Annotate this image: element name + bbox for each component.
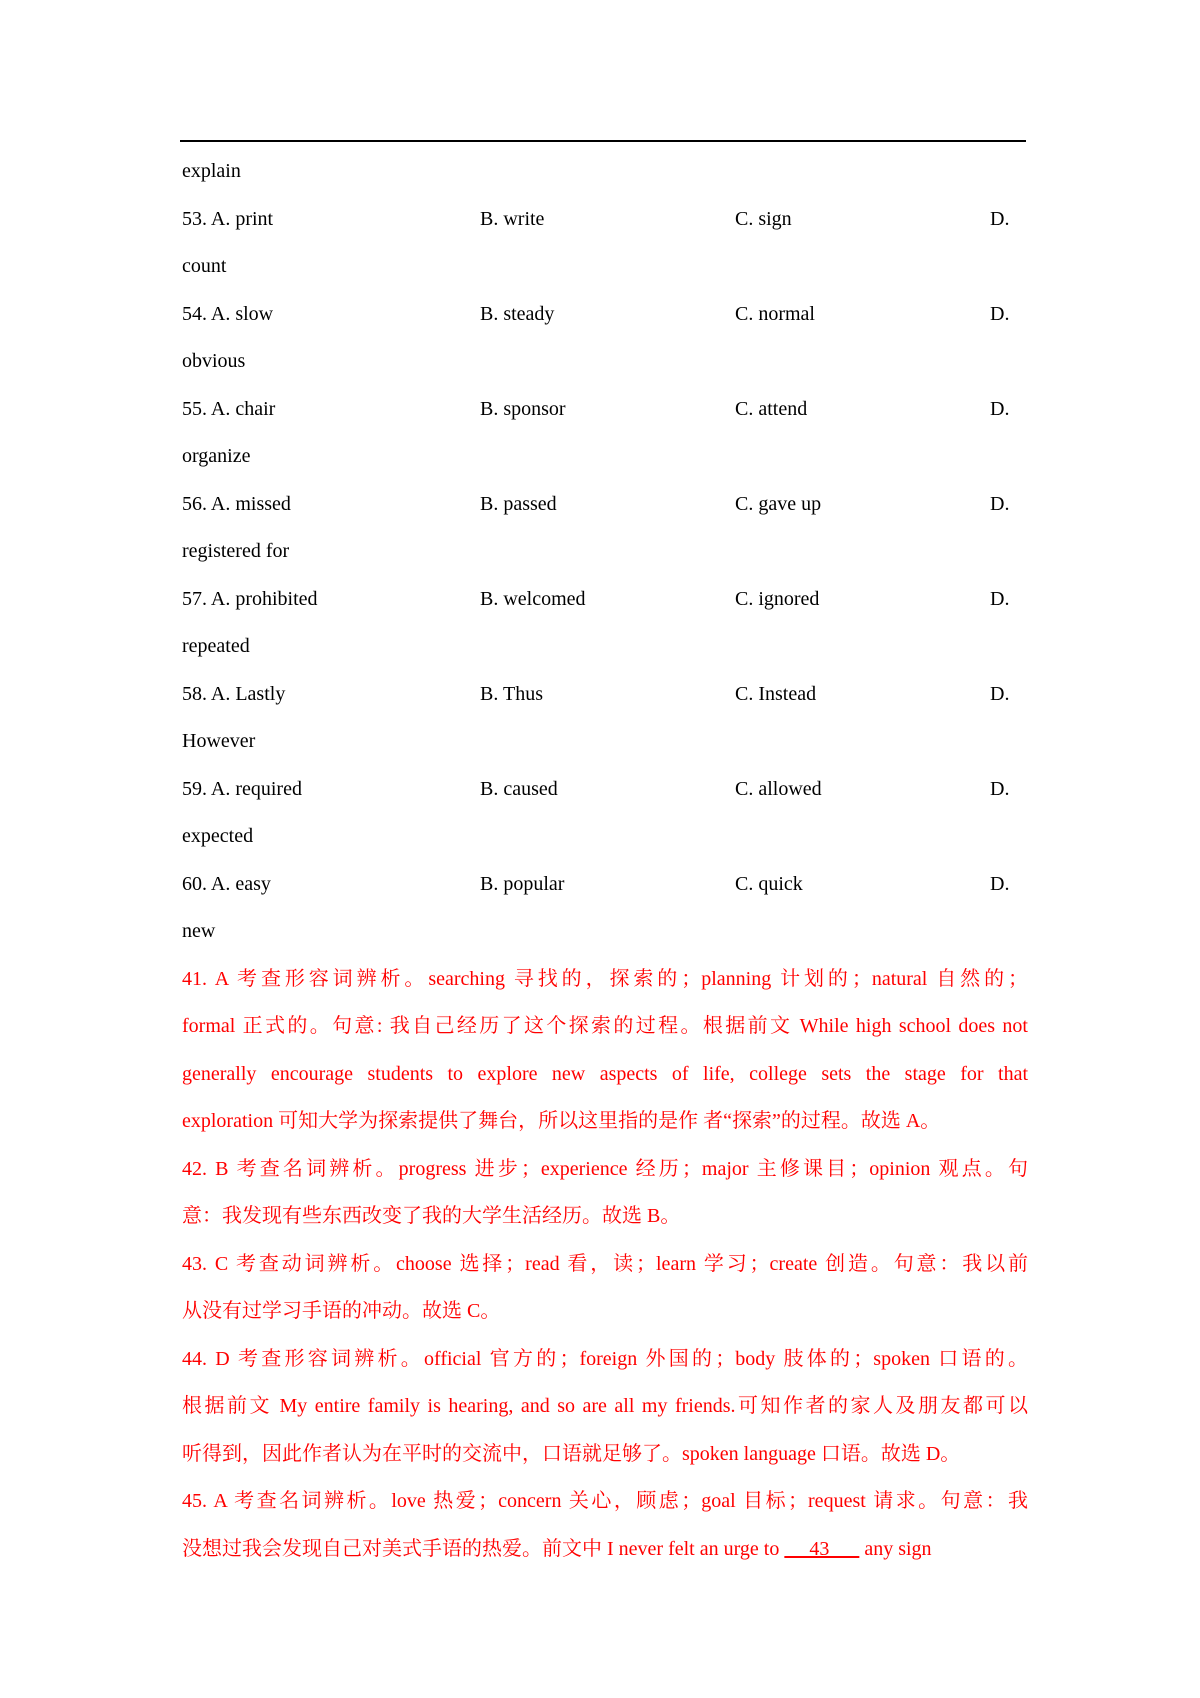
option-d-text: repeated: [182, 635, 250, 657]
option-a: 53. A. print: [182, 207, 274, 230]
option-d-text: count: [182, 255, 227, 277]
option-d-text: obvious: [182, 350, 246, 372]
option-d-label: D.: [990, 587, 1010, 610]
option-d-label: D.: [990, 397, 1010, 420]
option-d-label: D.: [990, 302, 1010, 325]
answer-line: 45. A 考查名词辨析。love 热爱；concern 关心，顾虑；goal 目标；request 请求。句意：我: [182, 1490, 1028, 1512]
option-c: C. gave up: [735, 492, 822, 515]
option-b: B. popular: [480, 872, 565, 895]
answer-line: formal 正式的。句意: 我自己经历了这个探索的过程。根据前文 While high school does not: [182, 1015, 1028, 1037]
question-row: [182, 481, 1028, 529]
answer-line: 从没有过学习手语的冲动。故选 C。: [182, 1300, 501, 1322]
option-d-text: However: [182, 730, 256, 752]
answer-text: any sign: [859, 1537, 932, 1560]
option-d-label: D.: [990, 207, 1010, 230]
question-row: [182, 576, 1028, 624]
answer-line: [182, 1526, 1028, 1574]
option-d-label: D.: [990, 492, 1010, 515]
option-b: B. passed: [480, 492, 557, 515]
answer-line: 41. A 考查形容词辨析。searching 寻找的，探索的；planning 计划的；natural 自然的；: [182, 967, 1028, 990]
option-a: 55. A. chair: [182, 397, 276, 420]
question-row: [182, 671, 1028, 719]
option-c: C. normal: [735, 302, 815, 325]
answer-line: 听得到，因此作者认为在平时的交流中，口语就足够了。spoken language 口语。故选 D。: [182, 1442, 961, 1465]
question-row: [182, 766, 1028, 814]
option-continuation: explain: [182, 160, 241, 182]
option-b: B. Thus: [480, 682, 543, 705]
answer-blank: 43: [784, 1537, 860, 1560]
question-row: [182, 291, 1028, 339]
option-b: B. write: [480, 207, 545, 230]
question-row: [182, 861, 1028, 909]
answer-line: 42. B 考查名词辨析。progress 进步；experience 经历；major 主修课目；opinion 观点。句: [182, 1157, 1028, 1180]
option-d-text: organize: [182, 445, 251, 467]
answer-line: 44. D 考查形容词辨析。official 官方的；foreign 外国的；body 肢体的；spoken 口语的。: [182, 1347, 1028, 1370]
document-content: [182, 148, 1028, 1573]
option-b: B. caused: [480, 777, 558, 800]
answer-line: 根据前文 My entire family is hearing, and so are all my friends.可知作者的家人及朋友都可以: [182, 1395, 1028, 1417]
question-row: [182, 386, 1028, 434]
answer-line: 43. C 考查动词辨析。choose 选择；read 看，读；learn 学习；create 创造。句意：我以前: [182, 1252, 1028, 1275]
option-a: 60. A. easy: [182, 872, 271, 895]
option-c: C. attend: [735, 397, 808, 420]
answer-line: generally encourage students to explore new aspects of life, college sets the stage for that: [182, 1062, 1028, 1085]
option-c: C. quick: [735, 872, 803, 895]
question-row: [182, 196, 1028, 244]
option-c: C. allowed: [735, 777, 822, 800]
option-d-text: expected: [182, 825, 254, 847]
option-b: B. welcomed: [480, 587, 586, 610]
option-c: C. ignored: [735, 587, 820, 610]
option-d-label: D.: [990, 777, 1010, 800]
option-a: 56. A. missed: [182, 492, 291, 515]
option-b: B. steady: [480, 302, 555, 325]
question-options: [182, 196, 1028, 956]
option-a: 59. A. required: [182, 777, 302, 800]
answer-explanations: [182, 956, 1028, 1526]
option-d-label: D.: [990, 872, 1010, 895]
option-a: 57. A. prohibited: [182, 587, 318, 610]
option-d-label: D.: [990, 682, 1010, 705]
option-b: B. sponsor: [480, 397, 566, 420]
answer-text: 没想过我会发现自己对美式手语的热爱。前文中 I never felt an urge to: [182, 1537, 785, 1560]
header-rule: [180, 140, 1026, 142]
answer-line: 意：我发现有些东西改变了我的大学生活经历。故选 B。: [182, 1205, 681, 1227]
option-a: 54. A. slow: [182, 302, 274, 325]
option-c: C. Instead: [735, 682, 817, 705]
option-d-text: registered for: [182, 540, 290, 562]
option-c: C. sign: [735, 207, 792, 230]
answer-line: exploration 可知大学为探索提供了舞台，所以这里指的是作 者“探索”的过程。故选 A。: [182, 1110, 941, 1132]
option-a: 58. A. Lastly: [182, 682, 286, 705]
option-d-text: new: [182, 920, 216, 942]
